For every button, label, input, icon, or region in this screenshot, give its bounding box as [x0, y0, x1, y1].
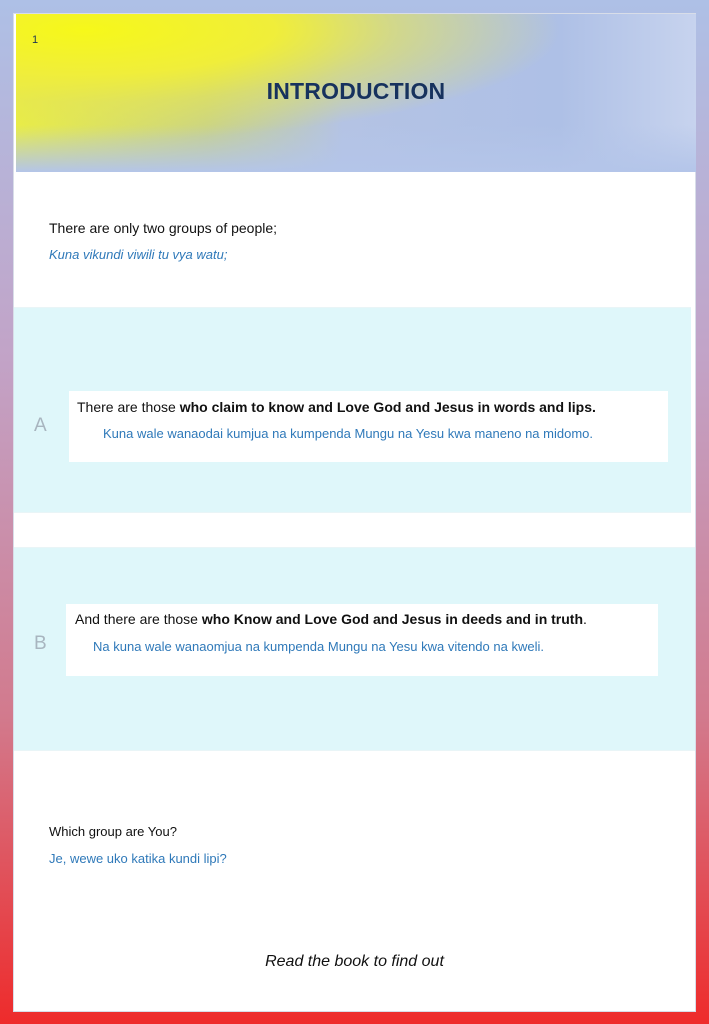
question-text-swahili: Je, wewe uko katika kundi lipi?: [49, 851, 227, 866]
intro-text-english: There are only two groups of people;: [49, 220, 278, 236]
group-a-text-english: [77, 399, 596, 415]
group-b-panel: [14, 547, 695, 751]
group-b-card: [66, 604, 658, 676]
group-a-panel: [14, 307, 691, 513]
group-a-letter: A: [34, 415, 47, 436]
group-b-text-plain: And there are those: [75, 611, 202, 627]
group-a-card: [69, 391, 668, 462]
group-b-text-english: [75, 611, 587, 627]
document-page: [13, 13, 696, 1012]
group-b-text-tail: .: [583, 611, 587, 627]
page-title: INTRODUCTION: [266, 78, 446, 104]
intro-text-swahili: Kuna vikundi viwili tu vya watu;: [49, 247, 228, 262]
question-text-english: Which group are You?: [49, 824, 177, 839]
call-to-action-text: Read the book to find out: [265, 953, 444, 970]
page-number: 1: [32, 34, 39, 46]
group-b-text-swahili: Na kuna wale wanaomjua na kumpenda Mungu na Yesu kwa vitendo na kweli.: [93, 639, 544, 654]
header-banner: [16, 14, 696, 172]
group-a-text-swahili: Kuna wale wanaodai kumjua na kumpenda Mungu na Yesu kwa maneno na midomo.: [103, 426, 593, 441]
group-a-text-plain: There are those: [77, 399, 180, 415]
group-b-text-bold: who Know and Love God and Jesus in deeds and in truth: [201, 611, 584, 627]
group-a-text-bold: who claim to know and Love God and Jesus in words and lips.: [179, 399, 596, 415]
group-b-letter: B: [34, 633, 47, 654]
